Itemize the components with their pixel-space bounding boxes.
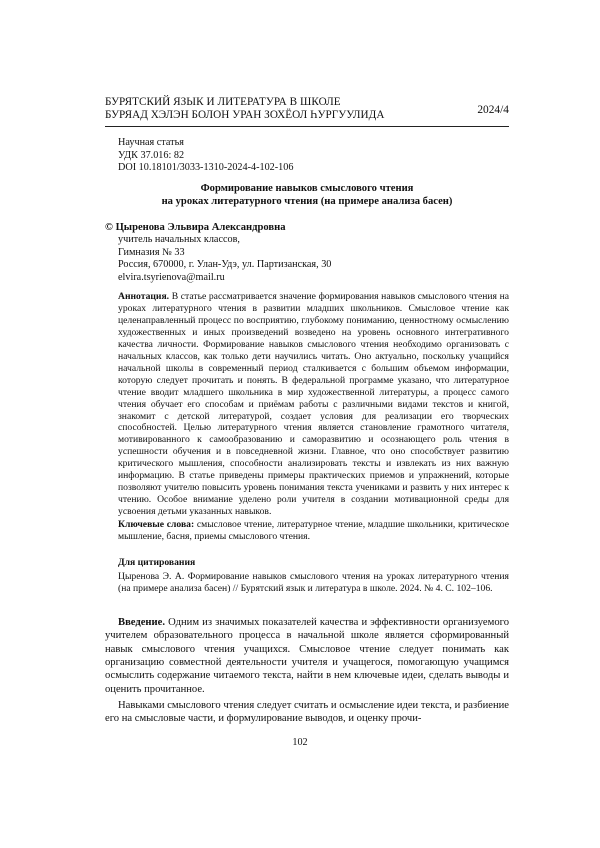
journal-title-line2: БУРЯАД ХЭЛЭН БОЛОН УРАН ЗОХЁОЛ ҺУРГУУЛИДА (105, 109, 385, 121)
author-info (105, 234, 331, 284)
author-block (105, 222, 331, 284)
doi: DOI 10.18101/3033-1310-2024-4-102-106 (118, 162, 294, 174)
journal-title-line1: БУРЯТСКИЙ ЯЗЫК И ЛИТЕРАТУРА В ШКОЛЕ (105, 96, 341, 108)
intro-text: Одним из значимых показателей качества и эффективности организуемого учителем образовательного процесса в начальной школе является сформированный навык смыслового чтения учащихся. Смысловое чтение следует понимать как организацию совместной деятельности учителя и учащегося, помогающую учащимся осмыслить содержание читаемого текста, найти в нем ключевые идеи, сделать выводы и оценить прочитанное. (105, 617, 509, 695)
header-divider (105, 126, 509, 127)
intro-label: Введение. (118, 617, 165, 628)
journal-header (105, 96, 509, 126)
body-paragraph-2: Навыками смыслового чтения следует считать и осмысление идеи текста, и разбиение его на смысловые части, и формулирование выводов, и оценку прочи- (105, 700, 509, 725)
article-title-line1: Формирование навыков смыслового чтения (200, 183, 414, 194)
citation-heading: Для цитирования (118, 557, 196, 568)
udk-code: УДК 37.016: 82 (118, 149, 185, 161)
journal-issue: 2024/4 (477, 104, 509, 116)
article-body (105, 616, 509, 729)
page-number: 102 (292, 737, 308, 748)
article-meta (118, 137, 293, 175)
author-name: © Цыренова Эльвира Александровна (105, 222, 286, 233)
author-address: Россия, 670000, г. Улан-Удэ, ул. Партизанская, 30 (118, 259, 332, 271)
abstract (118, 291, 509, 518)
abstract-label: Аннотация. (118, 291, 170, 302)
citation-text: Цыренова Э. А. Формирование навыков смыслового чтения на уроках литературного чтения (на примере анализа басен) // Бурятский язык и литература в школе. 2024. № 4. С. 102–106. (118, 571, 509, 595)
article-type: Научная статья (118, 137, 184, 148)
keywords-label: Ключевые слова: (118, 519, 195, 530)
author-position: учитель начальных классов, (118, 234, 240, 246)
intro-paragraph (105, 616, 509, 696)
article-title-line2: на уроках литературного чтения (на примере анализа басен) (161, 195, 453, 207)
keywords (118, 519, 509, 543)
abstract-text: В статье рассматривается значение формирования навыков смыслового чтения на уроках литературного чтения в развитии младших школьников. Смысловое чтение как целенаправленный процесс по восприятию, глубокому пониманию, ценностному осмыслению художественных и иных произведений возведено на уровень основного интегративного качества личности. Формирование навыков смыслового чтения необходимо организовать с начальных классов, как только дети научились читать. Оно актуально, поскольку учащийся начальной школы в современный период сталкивается с большим объемом информации, которую следует прочитать и понять. В федеральной программе указано, что литературное чтение вводит младшего школьника в мир художественной литературы, а процесс самого чтения обучает его способам и приёмам работы с различными видами текстов и книгой, знакомит с детской литературой, создает условия для реализации его творческих способностей. Целью литературного чтения является становление грамотного читателя, мотивированного к самообразованию и саморазвитию и осознающего роль чтения в успешности обучения и в повседневной жизни. Главное, что оно способствует развитию критического мышления, способности анализировать тексты и извлекать из них важную информацию. В статье приведены примеры практических приемов и упражнений, которые позволяют учителю повысить уровень понимания текста учениками и развить у них интерес к чтению. Особое внимание уделено роли учителя в создании мотивационной среды для усвоения детьми указанных навыков. (118, 291, 510, 518)
author-email: elvira.tsyrienova@mail.ru (118, 271, 225, 283)
author-school: Гимназия № 33 (118, 246, 185, 258)
journal-title (105, 96, 385, 122)
keywords-text: смысловое чтение, литературное чтение, младшие школьники, критическое мышление, басня, приемы смыслового чтения. (118, 519, 509, 542)
article-title (105, 183, 509, 209)
